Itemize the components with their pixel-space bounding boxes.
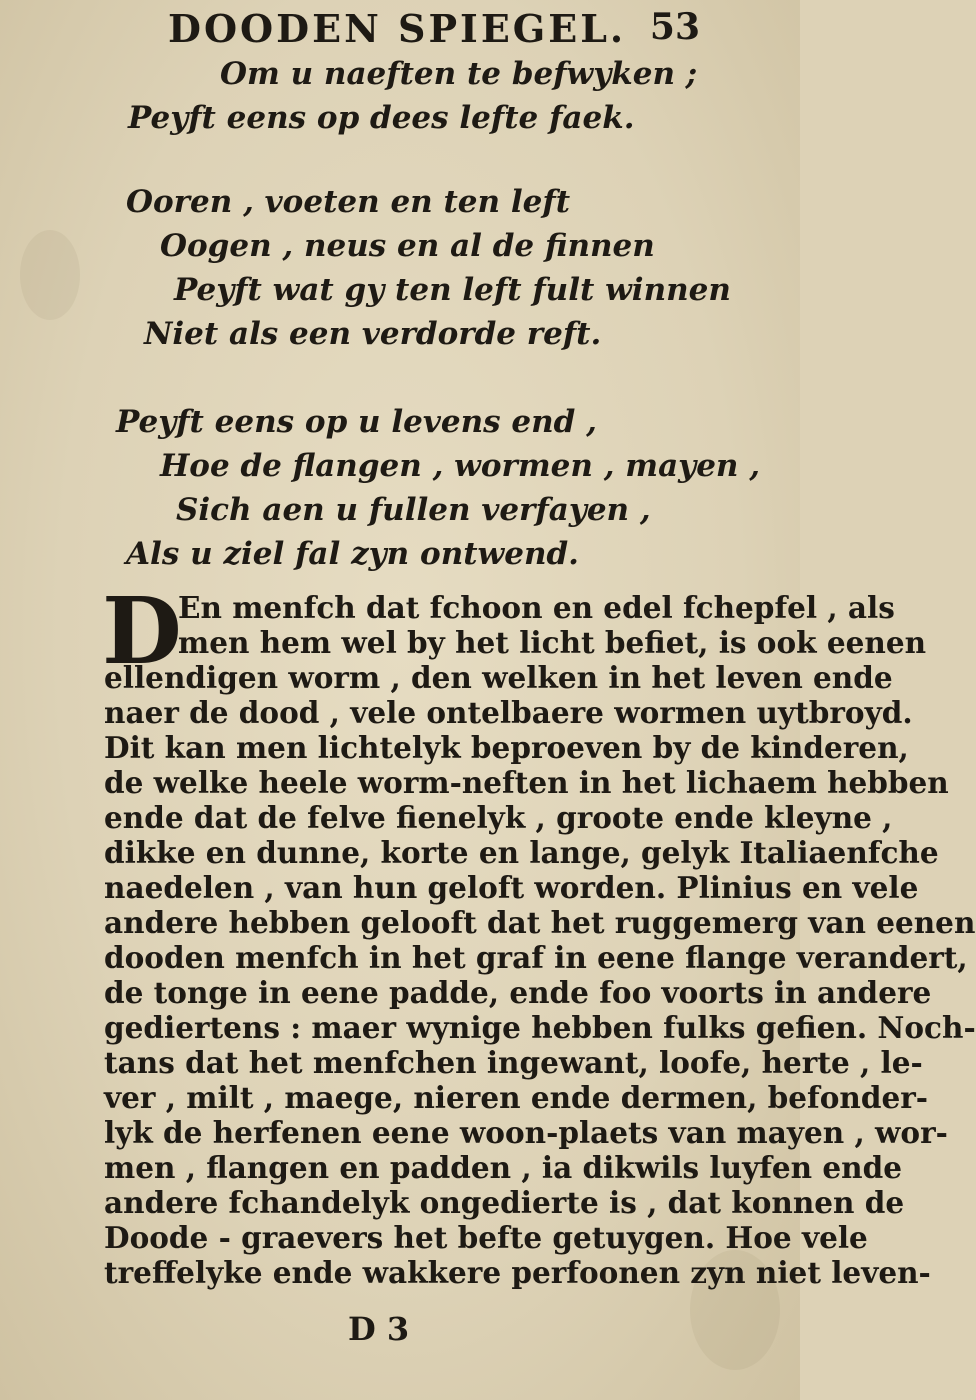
poem-line: Niet als een verdorde reft. bbox=[144, 316, 602, 352]
text-line: andere hebben gelooft dat het ruggemerg van eenen bbox=[104, 905, 976, 940]
text-line: de welke heele worm-neften in het lichaem hebben bbox=[104, 765, 949, 800]
poem-line: Peyft eens op u levens end , bbox=[116, 404, 597, 440]
text-line: Doode - graevers het befte getuygen. Hoe vele bbox=[104, 1220, 868, 1255]
text-line: men , flangen en padden , ia dikwils luyfen ende bbox=[104, 1150, 903, 1185]
poem-line: Om u naeften te befwyken ; bbox=[220, 56, 698, 92]
text-line: dooden menfch in het graf in eene flange verandert, bbox=[104, 940, 968, 975]
poem-line: Ooren , voeten en ten left bbox=[126, 184, 571, 220]
page-number: 53 bbox=[649, 6, 700, 48]
text-line: andere fchandelyk ongedierte is , dat konnen de bbox=[104, 1185, 905, 1220]
text-line: tans dat het menfchen ingewant, loofe, herte , le- bbox=[104, 1045, 923, 1080]
text-line: En menfch dat fchoon en edel fchepfel , als bbox=[178, 590, 895, 625]
text-line: treffelyke ende wakkere perfoonen zyn niet leven- bbox=[104, 1255, 931, 1290]
poem-line: Peyft wat gy ten left fult winnen bbox=[174, 272, 731, 308]
text-line: ver , milt , maege, nieren ende dermen, befonder- bbox=[104, 1080, 928, 1115]
poem-line: Als u ziel fal zyn ontwend. bbox=[126, 536, 579, 572]
poem-line: Sich aen u fullen verfayen , bbox=[176, 492, 651, 528]
text-line: men hem wel by het licht befiet, is ook eenen bbox=[178, 625, 927, 660]
signature-mark: D 3 bbox=[348, 1310, 410, 1348]
running-head: DOODEN SPIEGEL. bbox=[168, 6, 627, 51]
text-line: dikke en dunne, korte en lange, gelyk Italiaenfche bbox=[104, 835, 939, 870]
poem-line: Hoe de flangen , wormen , mayen , bbox=[160, 448, 761, 484]
text-line: lyk de herfenen eene woon-plaets van mayen , wor- bbox=[104, 1115, 948, 1150]
text-line: ellendigen worm , den welken in het leven ende bbox=[104, 660, 893, 695]
poem-line: Peyft eens op dees lefte faek. bbox=[128, 100, 635, 136]
drop-cap: D bbox=[102, 577, 182, 685]
text-line: Dit kan men lichtelyk beproeven by de kinderen, bbox=[104, 730, 909, 765]
text-line: gediertens : maer wynige hebben fulks gefien. Noch- bbox=[104, 1010, 976, 1045]
text-line: ende dat de felve fienelyk , groote ende kleyne , bbox=[104, 800, 893, 835]
text-line: de tonge in eene padde, ende foo voorts in andere bbox=[104, 975, 932, 1010]
paper-stain bbox=[20, 230, 80, 320]
page-header bbox=[160, 6, 700, 52]
text-line: naedelen , van hun geloft worden. Plinius en vele bbox=[104, 870, 919, 905]
text-line: naer de dood , vele ontelbaere wormen uytbroyd. bbox=[104, 695, 913, 730]
poem-line: Oogen , neus en al de finnen bbox=[160, 228, 655, 264]
